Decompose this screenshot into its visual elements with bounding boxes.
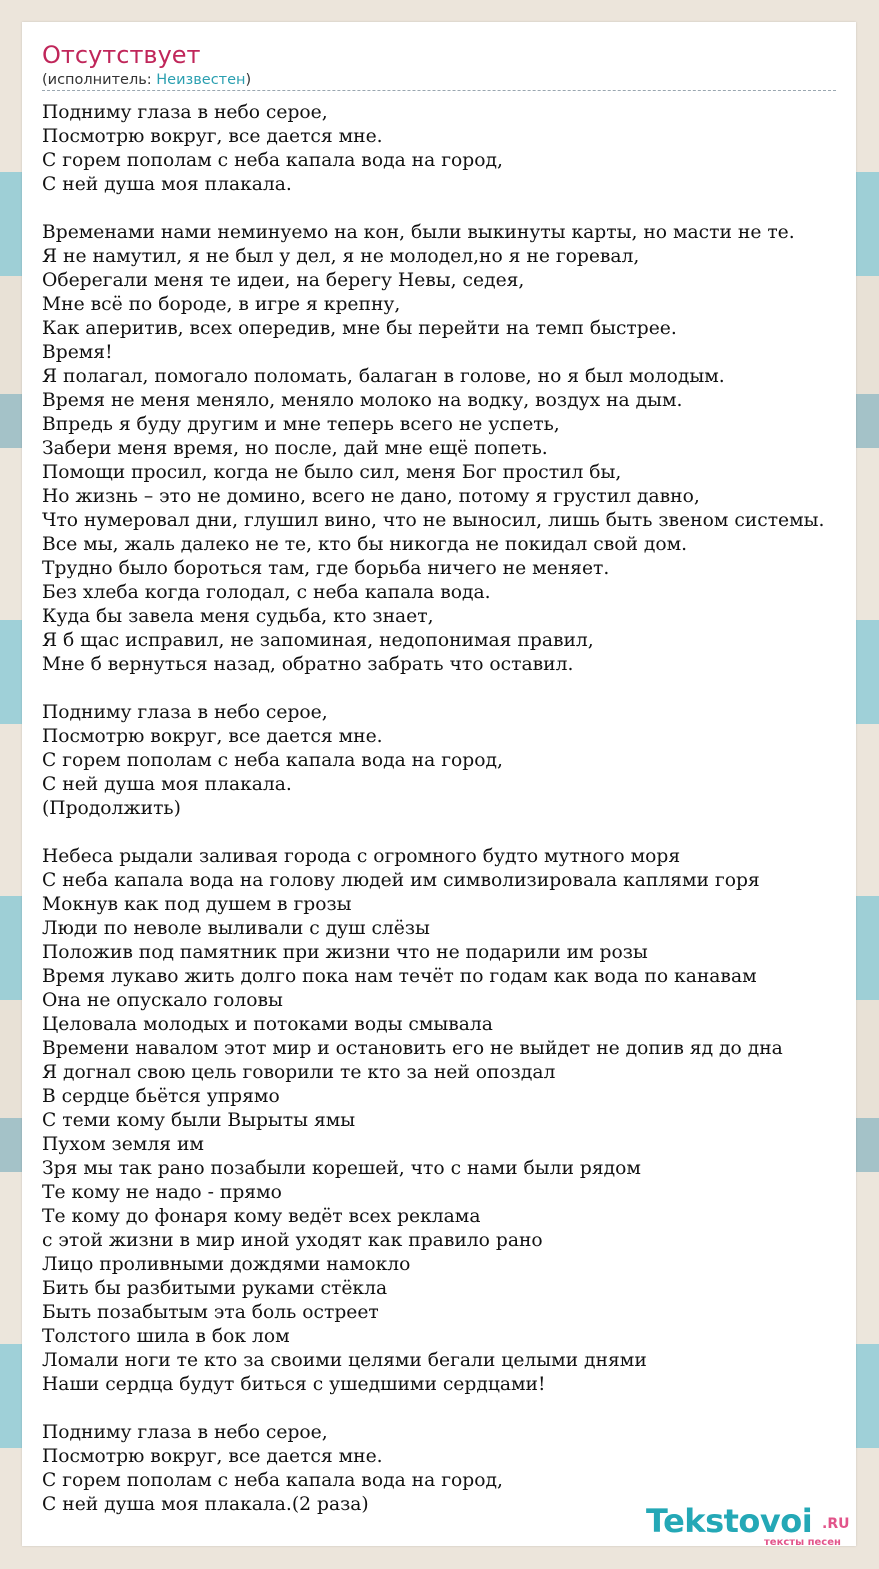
- lyric-line: Лицо проливными дождями намокло: [42, 1254, 411, 1275]
- site-logo[interactable]: [646, 1504, 856, 1546]
- artist-line: [42, 71, 251, 89]
- lyric-line: С горем пополам с неба капала вода на город,: [42, 1470, 503, 1491]
- lyrics-card: [22, 22, 856, 1546]
- lyric-line: Я догнал свою цель говорили те кто за ней опоздал: [42, 1062, 556, 1083]
- lyric-line: Время не меня меняло, меняло молоко на водку, воздух на дым.: [42, 390, 683, 411]
- lyric-line: Времени навалом этот мир и остановить его не выйдет не допив яд до дна: [42, 1038, 783, 1059]
- lyric-line: Без хлеба когда голодал, с неба капала вода.: [42, 582, 491, 603]
- lyric-line: Забери меня время, но после, дай мне ещё попеть.: [42, 438, 548, 459]
- lyric-line: Время!: [42, 342, 113, 363]
- lyrics-text: [42, 101, 824, 1517]
- lyric-line: Те кому не надо - прямо: [42, 1182, 282, 1203]
- lyric-line: В сердце бьётся упрямо: [42, 1086, 280, 1107]
- artist-prefix: (исполнитель:: [42, 72, 157, 88]
- title-divider: [42, 90, 836, 91]
- song-title: Отсутствует: [42, 41, 201, 69]
- lyric-line: Временами нами неминуемо на кон, были выкинуты карты, но масти не те.: [42, 222, 795, 243]
- lyric-line: С ней душа моя плакала.(2 раза): [42, 1494, 369, 1515]
- lyric-line: Куда бы завела меня судьба, кто знает,: [42, 606, 434, 627]
- stanza-break: [42, 1397, 824, 1421]
- lyric-line: С ней душа моя плакала.: [42, 774, 292, 795]
- lyric-line: Я полагал, помогало поломать, балаган в голове, но я был молодым.: [42, 366, 725, 387]
- artist-suffix: ): [245, 72, 252, 88]
- lyric-line: Быть позабытым эта боль остреет: [42, 1302, 379, 1323]
- lyric-line: Подниму глаза в небо серое,: [42, 702, 328, 723]
- lyric-line: Что нумеровал дни, глушил вино, что не выносил, лишь быть звеном системы.: [42, 510, 825, 531]
- lyric-line: Пухом земля им: [42, 1134, 204, 1155]
- lyric-line: Люди по неволе выливали с душ слёзы: [42, 918, 430, 939]
- lyric-line: С горем пополам с неба капала вода на город,: [42, 150, 503, 171]
- lyric-line: Я б щас исправил, не запоминая, недопонимая правил,: [42, 630, 594, 651]
- stanza-break: [42, 197, 824, 221]
- lyric-line: С горем пополам с неба капала вода на город,: [42, 750, 503, 771]
- lyric-line: Посмотрю вокруг, все дается мне.: [42, 726, 383, 747]
- lyric-line: Небеса рыдали заливая города с огромного будто мутного моря: [42, 846, 681, 867]
- lyric-line: с этой жизни в мир иной уходят как правило рано: [42, 1230, 543, 1251]
- lyric-line: Трудно было бороться там, где борьба ничего не меняет.: [42, 558, 610, 579]
- lyric-line: Посмотрю вокруг, все дается мне.: [42, 1446, 383, 1467]
- lyric-line: Помощи просил, когда не было сил, меня Бог простил бы,: [42, 462, 622, 483]
- stanza-break: [42, 677, 824, 701]
- lyric-line: Как аперитив, всех опередив, мне бы перейти на темп быстрее.: [42, 318, 677, 339]
- artist-link[interactable]: Неизвестен: [156, 72, 246, 88]
- lyric-line: Ломали ноги те кто за своими целями бегали целыми днями: [42, 1350, 647, 1371]
- lyric-line: Бить бы разбитыми руками стёкла: [42, 1278, 388, 1299]
- lyric-line: Оберегали меня те идеи, на берегу Невы, седея,: [42, 270, 525, 291]
- lyric-line: С теми кому были Вырыты ямы: [42, 1110, 356, 1131]
- lyric-line: Положив под памятник при жизни что не подарили им розы: [42, 942, 648, 963]
- lyric-line: Посмотрю вокруг, все дается мне.: [42, 126, 383, 147]
- lyric-line: Но жизнь – это не домино, всего не дано, потому я грустил давно,: [42, 486, 700, 507]
- lyric-line: Все мы, жаль далеко не те, кто бы никогда не покидал свой дом.: [42, 534, 688, 555]
- lyric-line: Подниму глаза в небо серое,: [42, 1422, 328, 1443]
- lyric-line: Я не намутил, я не был у дел, я не молодел,но я не горевал,: [42, 246, 640, 267]
- lyric-line: Те кому до фонаря кому ведёт всех реклама: [42, 1206, 481, 1227]
- lyric-line: Наши сердца будут биться с ушедшими сердцами!: [42, 1374, 546, 1395]
- lyric-line: Целовала молодых и потоками воды смывала: [42, 1014, 493, 1035]
- logo-tagline: тексты песен: [764, 1537, 841, 1548]
- lyric-line: Мокнув как под душем в грозы: [42, 894, 352, 915]
- lyric-line: С ней душа моя плакала.: [42, 174, 292, 195]
- logo-name: Tekstovoi: [646, 1502, 813, 1540]
- lyric-line: Зря мы так рано позабыли корешей, что с нами были рядом: [42, 1158, 641, 1179]
- lyric-line: Время лукаво жить долго пока нам течёт по годам как вода по канавам: [42, 966, 757, 987]
- lyric-line: Толстого шила в бок лом: [42, 1326, 290, 1347]
- lyric-line: Впредь я буду другим и мне теперь всего не успеть,: [42, 414, 560, 435]
- lyric-line: Подниму глаза в небо серое,: [42, 102, 328, 123]
- stanza-break: [42, 821, 824, 845]
- lyric-line: С неба капала вода на голову людей им символизировала каплями горя: [42, 870, 760, 891]
- lyric-line: Мне всё по бороде, в игре я крепну,: [42, 294, 401, 315]
- lyric-line: (Продолжить): [42, 798, 181, 819]
- lyric-line: Она не опускало головы: [42, 990, 283, 1011]
- logo-tld: .RU: [822, 1516, 850, 1532]
- lyric-line: Мне б вернуться назад, обратно забрать что оставил.: [42, 654, 574, 675]
